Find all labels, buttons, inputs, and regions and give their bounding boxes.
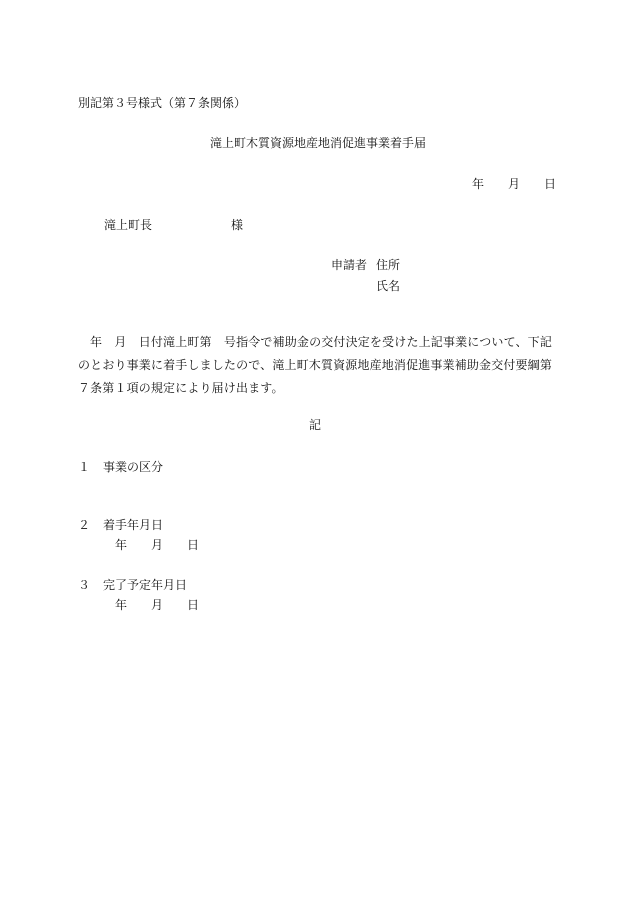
applicant-label: 申請者 [331,258,368,272]
item-number: ３ [78,578,91,592]
item-number: ２ [78,518,91,532]
item-label: 事業の区分 [103,460,164,474]
addressee-name: 滝上町長 [104,218,153,232]
ki-heading: 記 [309,418,322,432]
submission-date: 年 月 日 [472,177,557,191]
item-number: １ [78,460,91,474]
item-date: 年 月 日 [115,538,200,552]
body-paragraph: 年 月 日付滝上町第 号指令で補助金の交付決定を受けた上記事業について、下記のとおり事業に着手しましたので、滝上町木質資源地産地消促進事業補助金交付要綱第７条第１項の規定により届け出ます。 [78,335,552,395]
item-label: 完了予定年月日 [103,578,188,592]
addressee-honorific: 様 [231,218,244,232]
item-date: 年 月 日 [115,598,200,612]
item-label: 着手年月日 [103,518,164,532]
document-title: 滝上町木質資源地産地消促進事業着手届 [210,136,427,150]
applicant-address-label: 住所 [376,258,401,272]
applicant-name-label: 氏名 [376,279,401,293]
form-label: 別記第３号様式（第７条関係） [78,96,247,110]
